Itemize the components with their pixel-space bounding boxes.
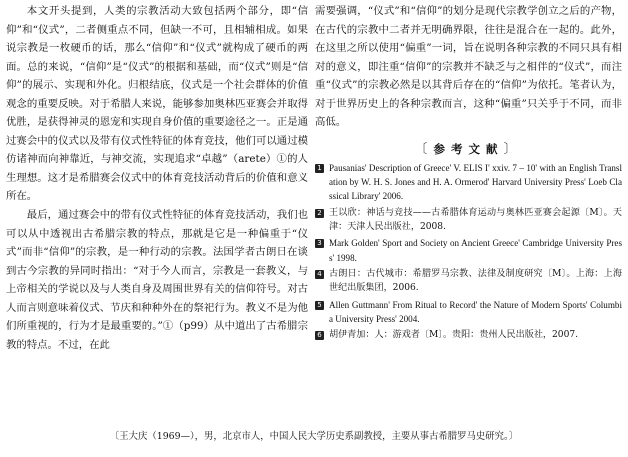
reference-text: 胡伊青加：人：游戏者〔M〕。贵阳：贵州人民出版社，2007. xyxy=(329,330,579,341)
references-list xyxy=(315,161,622,343)
author-bio: 〔王大庆（1969—），男，北京市人，中国人民大学历史系副教授，主要从事古希腊罗马史研究。〕 xyxy=(109,431,519,442)
reference-item xyxy=(315,206,622,235)
body-paragraph-1: 本文开头提到，人类的宗教活动大致包括两个部分，即“信仰”和“仪式”，二者侧重点不同，但缺一不可，且相辅相成。如果说宗教是一枚硬币的话，那么“信仰”和“仪式”就构成了硬币的两面。总的来说，“信仰”是“仪式”的根据和基础，而“仪式”则是“信仰”的展示、实现和外化。归根结底，仪式是一个社会群体的价值观念的重要反映。对于希腊人来说，能够参加奥林匹亚赛会并取得优胜，是获得神灵的恩宠和实现自身价值的重要途径之一。正是通过赛会中的仪式以及带有仪式性特征的体育竞技，他们可以通过模仿诸神而向神靠近，与神交流，实现追求“卓越”（arete）①的人生理想。这才是希腊赛会仪式中的体育竞技活动背后的价值和意义所在。 xyxy=(6,5,308,203)
reference-item xyxy=(315,267,622,296)
reference-text: 古朗日：古代城市：希腊罗马宗教、法律及制度研究〔M〕。上海：上海世纪出版集团，2006. xyxy=(329,268,622,294)
reference-number: 5 xyxy=(315,301,324,310)
reference-text: Pausanias' Description of Greece' V. ELIS I' xxiv. 7 – 10' with an English Translation by W. H. S. Jones and H. A. Ormerod' Harvard University Press' Loeb Classical Library' 2006. xyxy=(329,162,622,202)
reference-text: Allen Guttmann' From Ritual to Record' the Nature of Modern Sports' Columbia University Press' 2004. xyxy=(329,299,622,324)
references-heading-close-bracket: 〕 xyxy=(503,141,523,157)
references-heading-open-bracket: 〔 xyxy=(414,141,434,157)
reference-text: Mark Golden' Sport and Society on Ancient Greece' Cambridge University Press' 1998. xyxy=(329,238,622,263)
reference-item xyxy=(315,328,622,342)
reference-text: 王以欣：神话与竞技——古希腊体育运动与奥林匹亚赛会起源〔M〕。天津：天津人民出版社，2008. xyxy=(329,207,622,233)
reference-number: 3 xyxy=(315,239,324,248)
right-column xyxy=(315,2,622,344)
references-heading xyxy=(315,138,622,157)
body-paragraph-3: 需要强调，“仪式”和“信仰”的划分是现代宗教学创立之后的产物，在古代的宗教中二者并无明确界限，往往是混合在一起的。此外，在这里之所以使用“偏重”一词，旨在说明各种宗教的不同只具有相对的意义，即注重“信仰”的宗教并不缺乏与之相伴的“仪式”，而注重“仪式”的宗教必然是以其背后存在的“信仰”为依托。笔者认为，对于世界历史上的各种宗教而言，这种“偏重”只关乎于不同，而非高低。 xyxy=(315,5,622,129)
reference-number: 2 xyxy=(315,209,324,218)
reference-number: 4 xyxy=(315,270,324,279)
body-paragraph-2: 最后，通过赛会中的带有仪式性特征的体育竞技活动，我们也可以从中透视出古希腊宗教的特点，那就是它是一种偏重于“仪式”而非“信仰”的宗教，是一种行动的宗教。法国学者古朗日在谈到古今宗教的异同时指出：“对于今人而言，宗教是一套教义，与上帝相关的学说以及与人类自身及周围世界有关的信仰符号。对古人而言则意味着仪式、节庆和种种外在的祭祀行为。教义不是为他们所重视的，行为才是最重要的。”①（p99）从中道出了古希腊宗教的特点。不过，在此 xyxy=(6,209,308,351)
left-column xyxy=(6,2,308,354)
reference-item xyxy=(315,236,622,265)
reference-number: 6 xyxy=(315,331,324,340)
reference-number: 1 xyxy=(315,164,324,173)
references-heading-text: 参考文献 xyxy=(433,141,504,156)
reference-item xyxy=(315,161,622,204)
reference-item xyxy=(315,298,622,327)
